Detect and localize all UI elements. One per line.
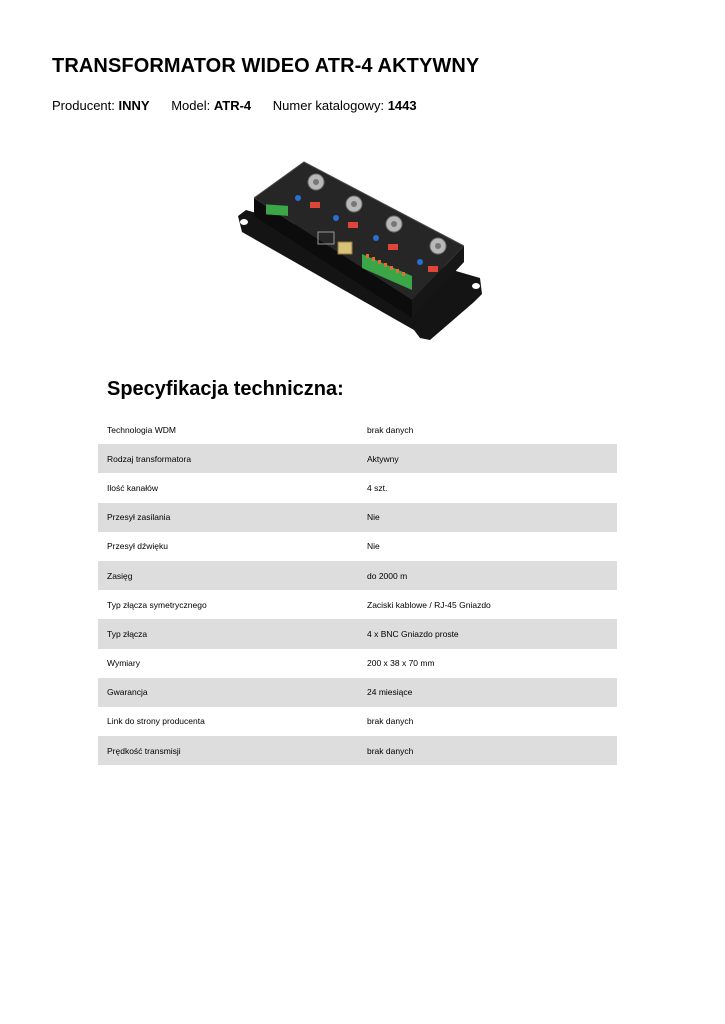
catalog-number — [273, 98, 417, 113]
spec-value: brak danych — [367, 424, 414, 435]
spec-heading: Specyfikacja techniczna: — [107, 378, 344, 400]
spec-label: Gwarancja — [107, 687, 148, 698]
spec-value: do 2000 m — [367, 570, 408, 581]
producer-label: Producent: — [52, 98, 115, 113]
table-row — [98, 678, 617, 707]
spec-label: Typ złącza — [107, 628, 148, 639]
table-row — [98, 473, 617, 502]
spec-value: Zaciski kablowe / RJ-45 Gniazdo — [367, 599, 491, 610]
spec-label: Typ złącza symetrycznego — [107, 599, 207, 610]
table-row — [98, 503, 617, 532]
product-meta — [52, 98, 435, 113]
spec-label: Prędkość transmisji — [107, 745, 181, 756]
table-row — [98, 619, 617, 648]
page-title: TRANSFORMATOR WIDEO ATR-4 AKTYWNY — [52, 55, 480, 77]
spec-value: 24 miesiące — [367, 687, 413, 698]
model-value: ATR-4 — [213, 98, 252, 113]
table-row — [98, 532, 617, 561]
spec-value: brak danych — [367, 745, 414, 756]
spec-value: Nie — [367, 541, 380, 552]
table-row — [98, 736, 617, 765]
table-row — [98, 415, 617, 444]
product-image — [232, 150, 494, 350]
spec-value: 200 x 38 x 70 mm — [367, 658, 435, 669]
producer-value: INNY — [118, 98, 150, 113]
spec-value: 4 x BNC Gniazdo proste — [367, 628, 459, 639]
table-row — [98, 444, 617, 473]
model-label: Model: — [171, 98, 211, 113]
spec-value: 4 szt. — [367, 482, 388, 493]
spec-label: Rodzaj transformatora — [107, 453, 192, 464]
model — [171, 98, 251, 113]
spec-table — [98, 415, 617, 765]
producer — [52, 98, 150, 113]
spec-label: Link do strony producenta — [107, 716, 205, 727]
catalog-label: Numer katalogowy: — [272, 98, 385, 113]
spec-label: Przesył zasilania — [107, 512, 171, 523]
spec-value: Nie — [367, 512, 380, 523]
spec-label: Ilość kanałów — [107, 482, 159, 493]
table-row — [98, 649, 617, 678]
spec-value: brak danych — [367, 716, 414, 727]
catalog-value: 1443 — [387, 98, 417, 113]
spec-label: Wymiary — [107, 658, 140, 669]
spec-label: Przesył dźwięku — [107, 541, 168, 552]
table-row — [98, 561, 617, 590]
spec-value: Aktywny — [367, 453, 399, 464]
table-row — [98, 707, 617, 736]
spec-label: Technologia WDM — [107, 424, 176, 435]
table-row — [98, 590, 617, 619]
spec-label: Zasięg — [107, 570, 133, 581]
